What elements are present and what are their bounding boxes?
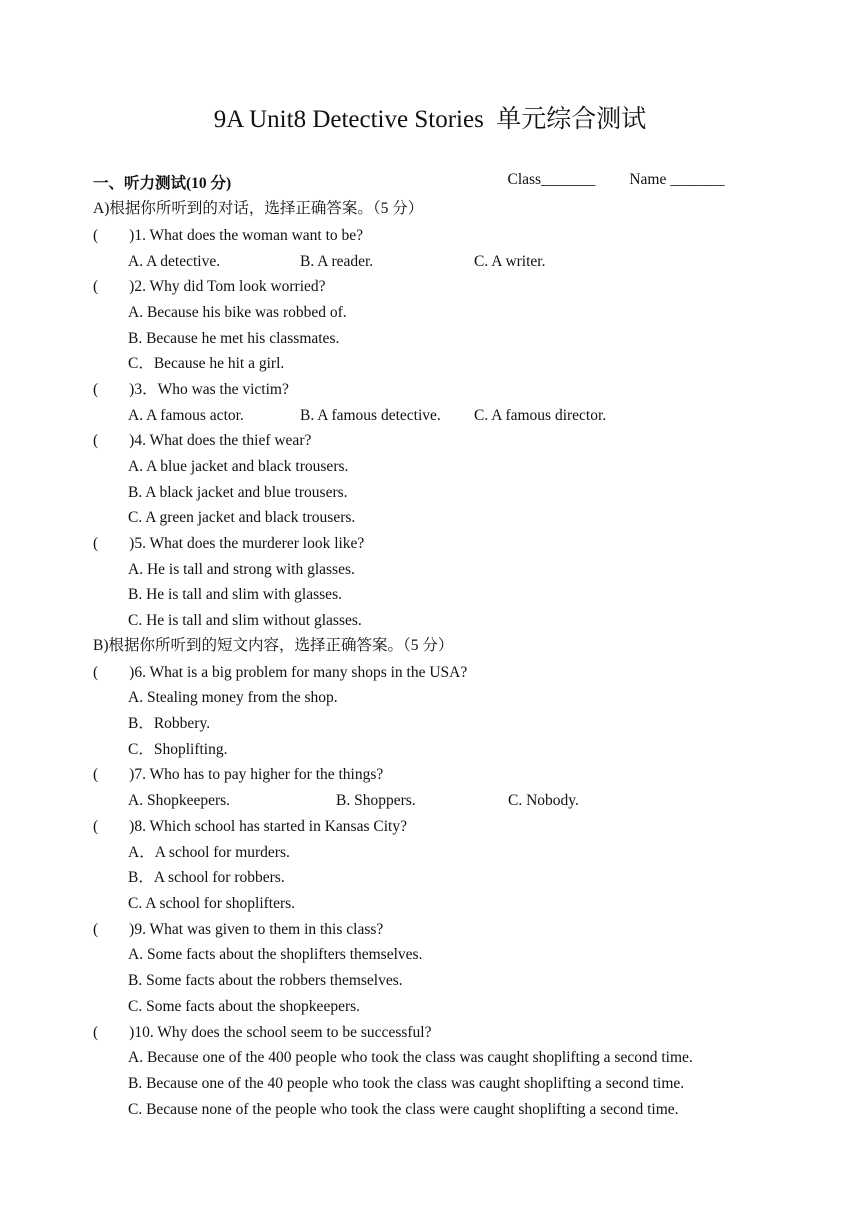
name-label: Name _______ [629, 171, 725, 188]
part-b-instruction: B)根据你所听到的短文内容，选择正确答案。（5 分） [93, 637, 454, 654]
option-a: A. Because his bike was robbed of. [128, 304, 347, 321]
option-c: C．Shoplifting. [128, 741, 228, 758]
question-1: ( )1. What does the woman want to be? [93, 227, 364, 244]
option-a: A. Stealing money from the shop. [128, 689, 338, 706]
option-a: A. He is tall and strong with glasses. [128, 561, 355, 578]
page-title: 9A Unit8 Detective Stories 单元综合测试 [213, 106, 647, 133]
question-2: ( )2. Why did Tom look worried? [93, 278, 326, 295]
option-c: C. Some facts about the shopkeepers. [128, 998, 361, 1015]
option-b: B. Because one of the 40 people who took the class was caught shoplifting a second time. [128, 1075, 685, 1092]
question-10: ( )10. Why does the school seem to be successful? [93, 1024, 432, 1041]
question-8: ( )8. Which school has started in Kansas City? [93, 818, 407, 835]
option-c: C. Because none of the people who took the class were caught shoplifting a second time. [128, 1101, 679, 1118]
option-a: A. A detective. [128, 253, 221, 270]
option-b: B．Robbery. [128, 715, 211, 732]
question-4: ( )4. What does the thief wear? [93, 432, 312, 449]
section-heading: 一、听力测试(10 分) [93, 175, 232, 192]
option-a: A. A famous actor. [128, 407, 244, 424]
question-7: ( )7. Who has to pay higher for the things? [93, 766, 384, 783]
option-b: B. A famous detective. [300, 407, 441, 424]
option-c: C. A school for shoplifters. [128, 895, 296, 912]
option-b: B．A school for robbers. [128, 869, 285, 886]
option-c: C. A famous director. [474, 407, 607, 424]
class-name-line [492, 147, 724, 213]
option-b: B. A black jacket and blue trousers. [128, 484, 348, 501]
option-a: A. A blue jacket and black trousers. [128, 458, 349, 475]
option-a: A. Because one of the 400 people who took the class was caught shoplifting a second time. [128, 1049, 693, 1066]
option-b: B. Shoppers. [336, 792, 416, 809]
option-c: C. A green jacket and black trousers. [128, 509, 356, 526]
option-a: A. Some facts about the shoplifters themselves. [128, 946, 423, 963]
part-a-instruction: A)根据你所听到的对话，选择正确答案。（5 分） [93, 200, 424, 217]
option-c: C. A writer. [474, 253, 546, 270]
option-b: B. He is tall and slim with glasses. [128, 586, 342, 603]
question-3: ( )3．Who was the victim? [93, 381, 289, 398]
option-c: C. Nobody. [508, 792, 579, 809]
option-b: B. Because he met his classmates. [128, 330, 340, 347]
option-a: A．A school for murders. [128, 844, 290, 861]
option-c: C. He is tall and slim without glasses. [128, 612, 362, 629]
class-label: Class_______ [507, 171, 596, 188]
question-9: ( )9. What was given to them in this class? [93, 921, 384, 938]
option-c: C．Because he hit a girl. [128, 355, 285, 372]
option-a: A. Shopkeepers. [128, 792, 231, 809]
question-5: ( )5. What does the murderer look like? [93, 535, 365, 552]
question-6: ( )6. What is a big problem for many shops in the USA? [93, 664, 468, 681]
option-b: B. A reader. [300, 253, 374, 270]
option-b: B. Some facts about the robbers themselves. [128, 972, 403, 989]
